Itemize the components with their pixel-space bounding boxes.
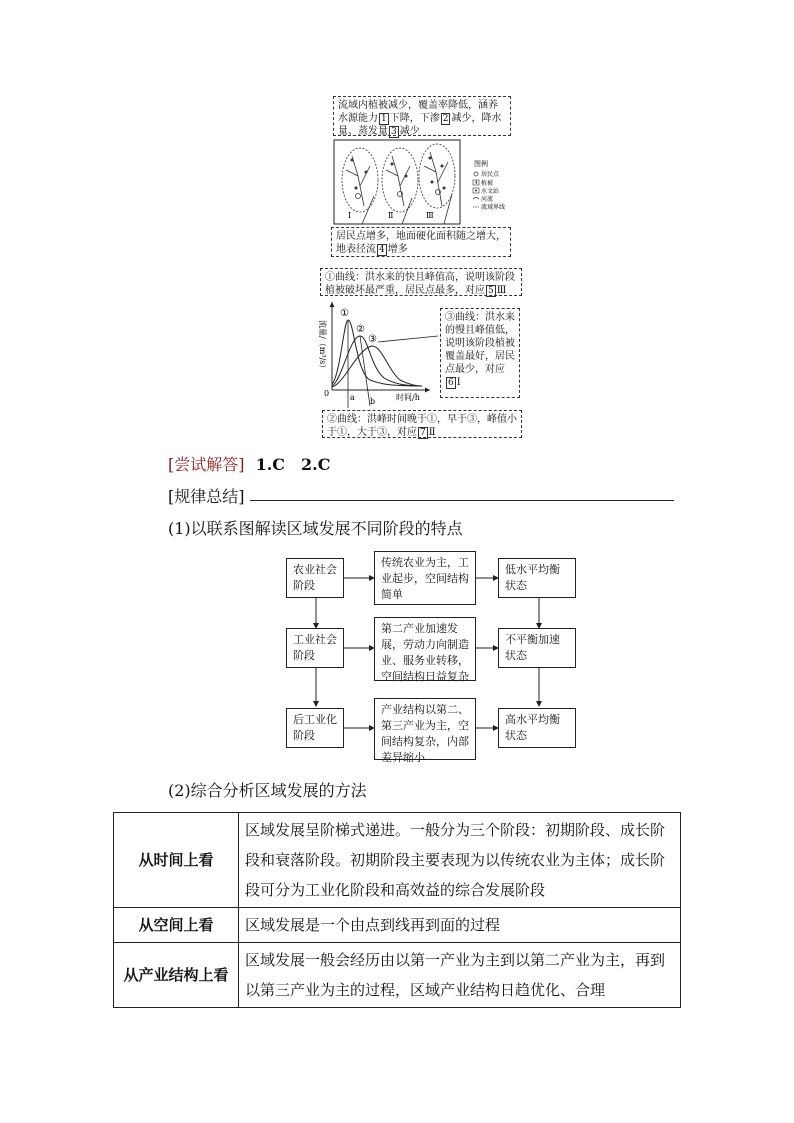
section2-title: (2)综合分析区域发展的方法 bbox=[168, 781, 367, 800]
table-row bbox=[114, 943, 681, 1008]
method-table bbox=[113, 812, 681, 1008]
stage-agricultural: 农业社会阶段 bbox=[286, 558, 344, 598]
marker-4: 4 bbox=[379, 245, 385, 255]
line-b-label: b bbox=[370, 397, 376, 406]
table-key: 从空间上看 bbox=[114, 908, 239, 943]
table-key: 从产业结构上看 bbox=[114, 943, 239, 1008]
basin-label-2: Ⅱ bbox=[388, 211, 394, 220]
table-value: 区域发展呈阶梯式递进。一般分为三个阶段：初期阶段、成长阶段和衰落阶段。初期阶段主要表现为以传统农业为主体；成长阶段可分为工业化阶段和高效益的综合发展阶段 bbox=[239, 813, 681, 908]
marker-5: 5 bbox=[488, 286, 494, 296]
line-a-label: a bbox=[350, 393, 355, 402]
curve-label-3: ③ bbox=[368, 334, 377, 345]
marker-3: 3 bbox=[391, 127, 397, 137]
curve1-note: ①曲线：洪水来的快且峰值高，说明该阶段植被破坏最严重，居民点最多，对应 5 Ⅲ bbox=[320, 268, 522, 296]
state-unbalanced: 不平衡加速状态 bbox=[498, 628, 576, 668]
answer-text: 1.C 2.C bbox=[255, 455, 331, 474]
state-low-balance: 低水平均衡状态 bbox=[498, 558, 576, 598]
answer-line bbox=[168, 452, 330, 475]
summary-rule bbox=[250, 500, 674, 501]
feature-agricultural: 传统农业为主，工业起步，空间结构简单 bbox=[374, 551, 476, 605]
legend-item: 河流 bbox=[481, 196, 494, 203]
basin-label-3: Ⅲ bbox=[426, 211, 434, 220]
x-axis-label: 时间/h bbox=[396, 393, 420, 402]
curve3-note: ③曲线：洪水来的慢且峰值低，说明该阶段植被覆盖最好，居民点最少，对应6 Ⅰ bbox=[440, 308, 520, 398]
marker-1: 1 bbox=[381, 114, 387, 124]
stage-post-industrial: 后工业化阶段 bbox=[286, 708, 344, 748]
curve2-note: ②曲线：洪峰时间晚于①，早于③，峰值小于①，大于③，对应 7 Ⅱ bbox=[322, 410, 522, 438]
table-value: 区域发展一般会经历由以第一产业为主到以第二产业为主，再到以第三产业为主的过程，区域产业结构日趋优化、合理 bbox=[239, 943, 681, 1008]
table-value: 区域发展是一个由点到线再到面的过程 bbox=[239, 908, 681, 943]
legend-title: 图例 bbox=[474, 160, 488, 168]
marker-2: 2 bbox=[442, 114, 449, 124]
feature-post-industrial: 产业结构以第二、第三产业为主，空间结构复杂，内部差异缩小 bbox=[374, 698, 476, 760]
origin-label: 0 bbox=[324, 389, 330, 398]
stage-industrial: 工业社会阶段 bbox=[286, 628, 344, 668]
basin-label-1: Ⅰ bbox=[348, 211, 352, 220]
legend-veg-num: 4 bbox=[474, 180, 478, 186]
watershed-map bbox=[332, 136, 522, 228]
top-note: 流域内植被减少，覆盖率降低，涵养水源能力 1 下降，下渗 2 减少，降水量、蒸发量 3 减少 bbox=[333, 96, 511, 136]
table-row bbox=[114, 813, 681, 908]
feature-industrial: 第二产业加速发展，劳动力向制造业、服务业转移，空间结构日益复杂 bbox=[374, 617, 476, 681]
legend-item: 居民点 bbox=[481, 171, 500, 178]
curve-label-1: ① bbox=[340, 308, 349, 319]
marker-7: 7 bbox=[420, 428, 426, 438]
table-row bbox=[114, 908, 681, 943]
mid-note: 居民点增多，地面硬化面积随之增大，地表径流 4 增多 bbox=[331, 227, 511, 257]
summary-tag: [规律总结] bbox=[168, 487, 245, 506]
curve-label-2: ② bbox=[356, 324, 365, 335]
legend-item: 植被 bbox=[481, 180, 494, 187]
table-key: 从时间上看 bbox=[114, 813, 239, 908]
state-high-balance: 高水平均衡状态 bbox=[498, 708, 576, 748]
hydrograph bbox=[310, 296, 440, 412]
answer-tag: [尝试解答] bbox=[168, 455, 245, 474]
y-axis-label: 流量/（m³/s） bbox=[318, 320, 327, 373]
section1-title: (1)以联系图解读区域发展不同阶段的特点 bbox=[168, 519, 463, 538]
marker-6: 6 bbox=[448, 378, 454, 388]
legend-item: 流域界线 bbox=[481, 204, 506, 211]
legend-item: 水文站 bbox=[481, 188, 500, 195]
